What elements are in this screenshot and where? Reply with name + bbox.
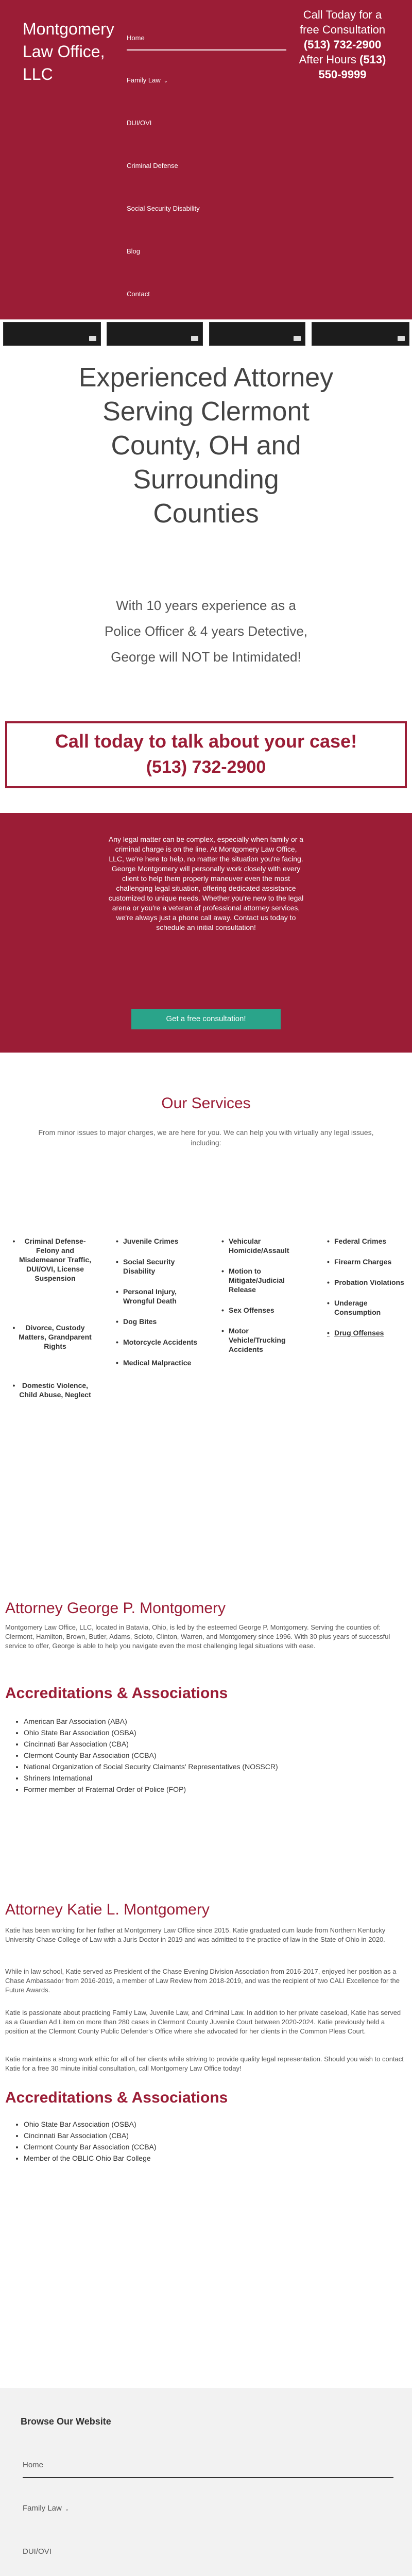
list-item: • Sex Offenses (221, 1306, 274, 1314)
hero-subtitle: With 10 years experience as a Police Officer & 4 years Detective, George will NOT be Intimidated! (104, 598, 307, 665)
nav-item-blog[interactable]: Blog (127, 247, 141, 255)
list-item: • Domestic Violence, Child Abuse, Neglect (12, 1381, 91, 1399)
nav-item-criminal-defense[interactable]: Criminal Defense (127, 162, 178, 170)
image-thumb (107, 322, 203, 346)
services-title: Our Services (161, 1095, 251, 1112)
footer-nav-home[interactable]: Home (23, 2458, 393, 2478)
george-acc-title: Accreditations & Associations (5, 1685, 228, 1702)
image-icon (294, 336, 301, 341)
katie-acc-title: Accreditations & Associations (5, 2089, 228, 2106)
site-header (0, 0, 412, 319)
list-item: • Probation Violations (327, 1278, 404, 1286)
katie-acc-list (24, 2119, 405, 2164)
cta-title: Call today to talk about your case! (55, 731, 357, 752)
image-icon (398, 336, 405, 341)
katie-bio: Katie has been working for her father at Montgomery Law Office since 2015. Katie graduated cum laude from Northern Kentucky University Chase College of Law with a Juris Doctor in 2019 and was admitted to the practice of law in the State of Ohio in 2020. (5, 1926, 386, 1943)
list-item-link[interactable]: • Drug Offenses (327, 1329, 384, 1337)
call-phone[interactable]: (513) 732-2900 (303, 38, 382, 51)
services-column (116, 1236, 198, 1379)
list-item: • Criminal Defense- Felony and Misdemeanor Traffic, DUI/OVI, License Suspension (12, 1237, 92, 1282)
services-column (10, 1236, 93, 1411)
footer-nav-family-law[interactable]: Family Law ⌄ (23, 2504, 70, 2513)
services-subtitle: From minor issues to major charges, we are here for you. We can help you with virtually any legal issues, including: (38, 1128, 374, 1147)
list-item: • Ohio State Bar Association (OSBA) (24, 1727, 405, 1738)
call-prefix: Call Today for a free Consultation (299, 8, 386, 36)
nav-item-social-security[interactable]: Social Security Disability (127, 205, 200, 212)
info-section (0, 813, 412, 1053)
footer-nav (23, 2458, 393, 2576)
list-item: • National Organization of Social Security Claimants' Representatives (NOSSCR) (24, 1761, 405, 1772)
site-logo[interactable]: Montgomery Law Office, LLC (23, 20, 114, 83)
list-item: • Member of the OBLIC Ohio Bar College (24, 2153, 405, 2164)
katie-title: Attorney Katie L. Montgomery (5, 1901, 210, 1918)
nav-item-home[interactable]: Home (127, 30, 286, 50)
info-text: Any legal matter can be complex, especially when family or a criminal charge is on the line. At Montgomery Law Office, LLC, we're here to help, no matter the situation you're facing. George Montgomery will personally work closely with every client to help them properly maneuver even the most challenging legal situation, offering dedicated assistance customized to unique needs. Whether you're new to the legal arena or you're a veteran of professional attorney services, we're always just a phone call away. Contact us today to schedule an initial consultation! (108, 835, 304, 931)
list-item: • Federal Crimes (327, 1237, 387, 1245)
image-icon (191, 336, 198, 341)
list-item: • Cincinnati Bar Association (CBA) (24, 1738, 405, 1750)
chevron-down-icon: ⌄ (64, 2506, 70, 2512)
katie-bio: Katie maintains a strong work ethic for all of her clients while striving to provide quality legal representation. Should you wish to contact Katie for a free 30 minute initial consultation, call Montgomery Law Office today! (5, 2055, 404, 2072)
image-thumb (312, 322, 409, 346)
katie-bio: Katie is passionate about practicing Family Law, Juvenile Law, and Criminal Law. In addition to her private caseload, Katie has served as a Guardian Ad Litem on more than 280 cases in Clermont County Juvenile Court between 2020-2024. Katie previously held a position at the Clermont County Public Defender's Office where she advocated for her clients in the Common Pleas Court. (5, 2009, 401, 2035)
nav-item-label: Family Law (127, 76, 161, 84)
list-item: • Juvenile Crimes (116, 1237, 179, 1245)
nav-item-dui-ovi[interactable]: DUI/OVI (127, 119, 152, 127)
image-thumb (3, 322, 101, 346)
image-thumb (209, 322, 305, 346)
list-item: • Vehicular Homicide/Assault (221, 1237, 289, 1255)
george-title: Attorney George P. Montgomery (5, 1600, 226, 1617)
footer-nav-dui-ovi[interactable]: DUI/OVI (23, 2547, 52, 2556)
list-item: • Shriners International (24, 1772, 405, 1784)
free-consultation-button[interactable]: Get a free consultation! (131, 1009, 281, 1029)
list-item: • Clermont County Bar Association (CCBA) (24, 1750, 405, 1761)
list-item: • Divorce, Custody Matters, Grandparent Rights (12, 1324, 92, 1350)
list-item: • Clermont County Bar Association (CCBA) (24, 2141, 405, 2153)
list-item: • Dog Bites (116, 1317, 157, 1326)
nav-item-contact[interactable]: Contact (127, 290, 150, 298)
katie-bio: While in law school, Katie served as President of the Chase Evening Division Association from 2016-2017, enjoyed her position as a Chase Ambassador from 2016-2019, a member of Law Review from 2018-2019, and was the recipient of two CALI Excellence for the Future Awards. (5, 1968, 400, 1994)
services-column (327, 1236, 409, 1349)
list-item: • Cincinnati Bar Association (CBA) (24, 2130, 405, 2141)
list-item: • Underage Consumption (327, 1299, 381, 1316)
chevron-down-icon: ⌄ (163, 78, 168, 84)
list-item: • Personal Injury, Wrongful Death (116, 1287, 177, 1305)
list-item: • Medical Malpractice (116, 1359, 192, 1367)
list-item: • Motor Vehicle/Trucking Accidents (221, 1327, 286, 1353)
george-acc-list (24, 1716, 405, 1795)
list-item: • Former member of Fraternal Order of Police (FOP) (24, 1784, 405, 1795)
header-call-block (294, 7, 391, 82)
george-bio: Montgomery Law Office, LLC, located in Batavia, Ohio, is led by the esteemed George P. Montgomery. Serving the counties of: Clermont, Hamilton, Brown, Butler, Adams, Scioto, Clinton, Warren, and Montgomery since 1996. With 30 plus years of successful service to offer, George is able to help you navigate even the most challenging legal situations with ease. (5, 1623, 390, 1650)
services-column (221, 1236, 304, 1365)
list-item: • American Bar Association (ABA) (24, 1716, 405, 1727)
list-item: • Motion to Mitigate/Judicial Release (221, 1267, 285, 1294)
cta-phone[interactable]: (513) 732-2900 (146, 757, 266, 777)
nav-item-family-law[interactable] (127, 72, 286, 115)
image-strip (0, 322, 412, 347)
call-cta-box (5, 721, 407, 788)
list-item: • Firearm Charges (327, 1258, 392, 1266)
browse-title: Browse Our Website (21, 2416, 111, 2427)
after-hours-label: After Hours (299, 53, 356, 66)
after-hours-phone[interactable]: (513) 550-9999 (318, 53, 386, 81)
list-item: • Social Security Disability (116, 1258, 175, 1275)
hero-title: Experienced Attorney Serving Clermont County, OH and Surrounding Counties (78, 363, 334, 529)
list-item: • Motorcycle Accidents (116, 1338, 198, 1346)
image-icon (89, 336, 96, 341)
list-item: • Ohio State Bar Association (OSBA) (24, 2119, 405, 2130)
main-nav (127, 30, 286, 329)
